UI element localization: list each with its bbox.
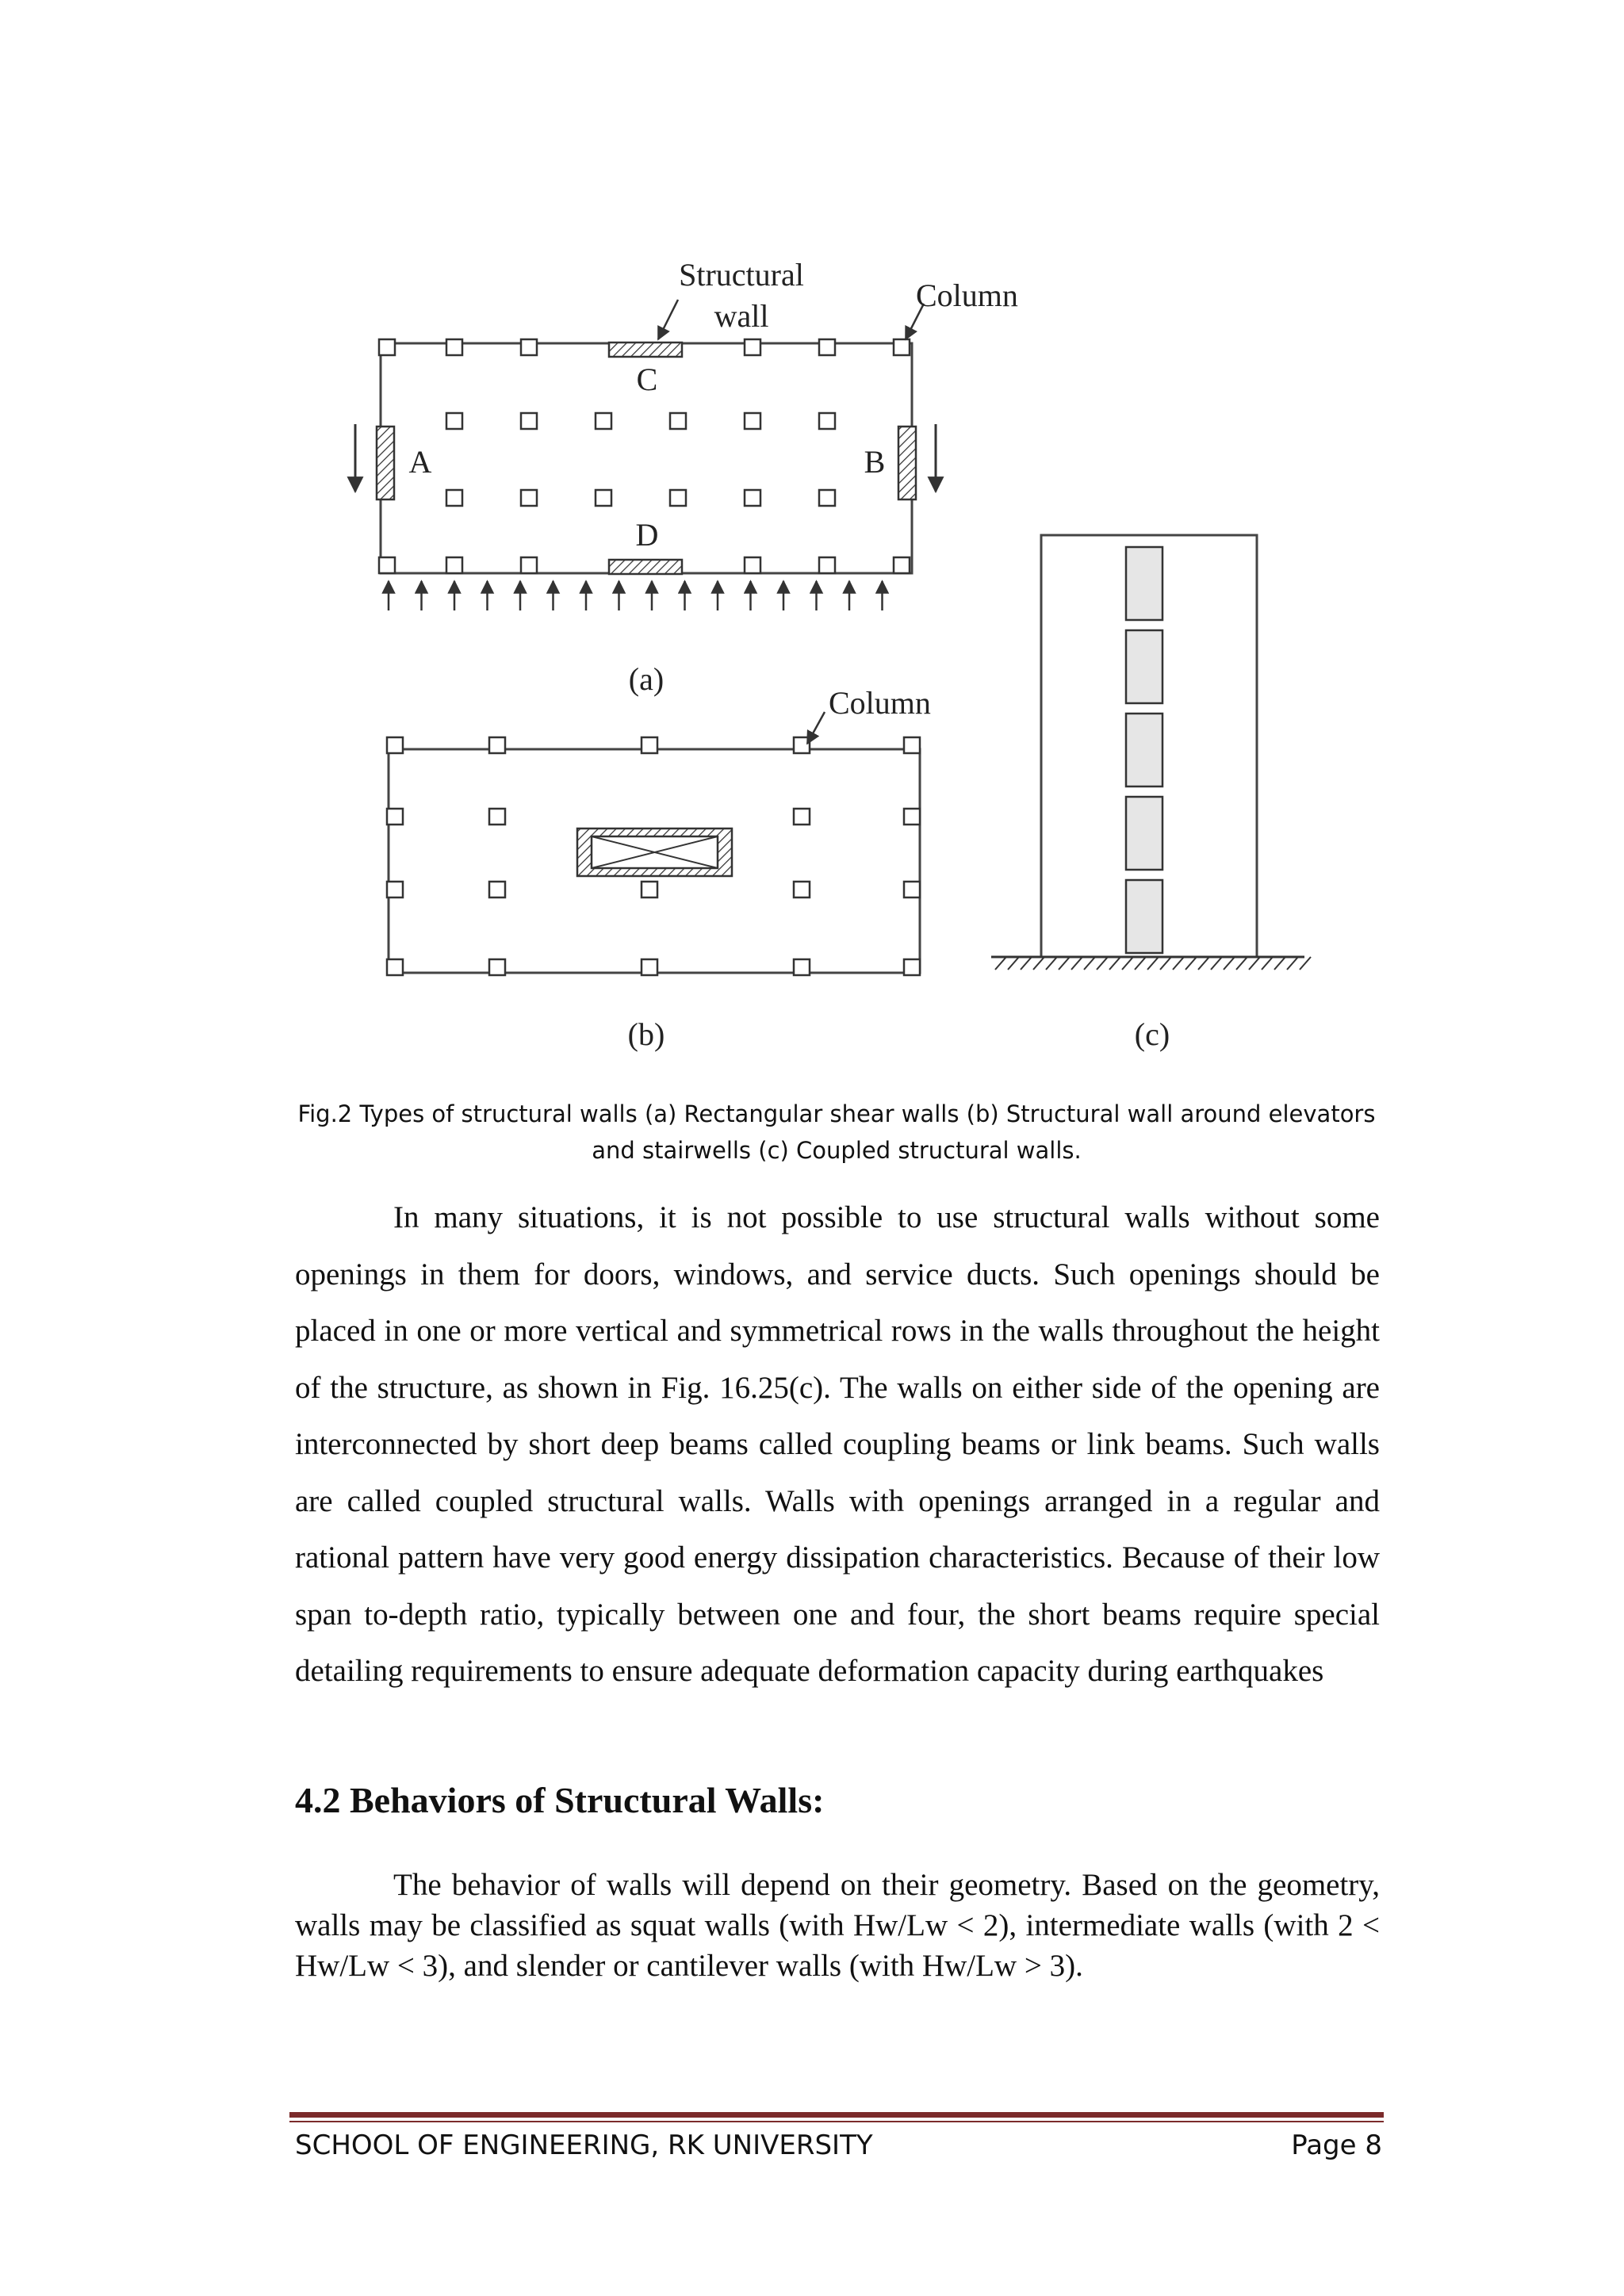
diagram-b bbox=[387, 685, 931, 1052]
column-square bbox=[819, 413, 835, 429]
column-square bbox=[745, 490, 760, 506]
column-square bbox=[904, 959, 920, 975]
column-square bbox=[446, 557, 462, 573]
body-paragraph-1-text: In many situations, it is not possible to use structural walls without some openings in them for doors, windows, and service ducts. Such openings should be placed in one or more vertical and symmetrical rows in the walls throughout the height of the structure, as shown in Fig. 16.25(c). The walls on either side of the opening are interconnected by short deep beams called coupling beams or link beams. Such walls are called coupled structural walls. Walls with openings arranged in a regular and rational pattern have very good energy dissipation characteristics. Because of their low span to-depth ratio, typically between one and four, the short beams require special detailing requirements to ensure adequate deformation capacity during earthquakes bbox=[295, 1200, 1380, 1688]
column-square bbox=[819, 490, 835, 506]
column-square bbox=[387, 809, 403, 825]
column-square bbox=[387, 737, 403, 753]
label-column-a: Column bbox=[916, 277, 1018, 313]
footer-page-number: Page 8 bbox=[1291, 2130, 1382, 2161]
footer-rule-thin bbox=[289, 2121, 1384, 2122]
label-structural: Structural bbox=[679, 257, 804, 293]
body-paragraph-2-text: The behavior of walls will depend on their geometry. Based on the geometry, walls may be classified as squat walls (with Hw/Lw < 2), intermediate walls (with 2 < Hw/Lw < 3), and slender or cantilever walls (with Hw/Lw > 3). bbox=[295, 1868, 1380, 1983]
column-square bbox=[670, 490, 686, 506]
ground-hatch-line bbox=[1097, 957, 1108, 970]
column-square bbox=[379, 557, 395, 573]
ground-hatch-line bbox=[1059, 957, 1070, 970]
footer-school-name: SCHOOL OF ENGINEERING, RK UNIVERSITY bbox=[295, 2130, 873, 2161]
lateral-load-arrows bbox=[389, 581, 883, 610]
ground-hatch-line bbox=[1236, 957, 1247, 970]
column-square bbox=[521, 413, 537, 429]
column-square bbox=[521, 490, 537, 506]
ground-hatch-line bbox=[1211, 957, 1222, 970]
ground-hatch-line bbox=[1046, 957, 1057, 970]
ground-hatch-line bbox=[1033, 957, 1044, 970]
column-square bbox=[894, 557, 910, 573]
column-square bbox=[794, 959, 810, 975]
column-square bbox=[794, 737, 810, 753]
label-sub-c: (c) bbox=[1134, 1016, 1170, 1052]
ground-hatch-line bbox=[1147, 957, 1159, 970]
column-square bbox=[670, 413, 686, 429]
body-paragraph-1 bbox=[295, 1189, 1380, 1700]
ground-hatch-line bbox=[1084, 957, 1095, 970]
ground-hatch-line bbox=[1122, 957, 1133, 970]
body-paragraph-2 bbox=[295, 1865, 1380, 1986]
label-wall-d: D bbox=[635, 517, 659, 553]
label-sub-b: (b) bbox=[627, 1016, 665, 1052]
diagram-a bbox=[355, 257, 1018, 697]
label-wall-b: B bbox=[864, 444, 886, 480]
column-square bbox=[489, 809, 505, 825]
column-square bbox=[904, 737, 920, 753]
ground-hatch-line bbox=[1021, 957, 1032, 970]
ground-hatch-line bbox=[1274, 957, 1285, 970]
figure-caption: Fig.2 Types of structural walls (a) Rectangular shear walls (b) Structural wall around elevators and stairwells (c) Coupled structural walls. bbox=[297, 1100, 1376, 1164]
ground-hatch-line bbox=[1160, 957, 1171, 970]
leader-column-b bbox=[807, 712, 825, 744]
column-square bbox=[745, 339, 760, 355]
structural-walls-diagram bbox=[301, 238, 1332, 1070]
column-square bbox=[521, 339, 537, 355]
wall-openings bbox=[1126, 547, 1162, 953]
ground-hatch-line bbox=[1262, 957, 1273, 970]
figure bbox=[301, 238, 1332, 1070]
ground-hatch-line bbox=[1198, 957, 1209, 970]
leader-structural-wall bbox=[658, 300, 678, 339]
column-square bbox=[819, 557, 835, 573]
elevator-core-wall bbox=[577, 828, 732, 876]
column-square bbox=[745, 557, 760, 573]
column-square bbox=[489, 959, 505, 975]
ground-hatch-line bbox=[1287, 957, 1298, 970]
column-square bbox=[596, 413, 611, 429]
column-square bbox=[446, 339, 462, 355]
column-square bbox=[642, 882, 657, 897]
label-wall-a: A bbox=[408, 444, 432, 480]
column-square bbox=[489, 882, 505, 897]
ground-hatch-line bbox=[1173, 957, 1184, 970]
wall-b bbox=[898, 427, 916, 499]
column-square bbox=[387, 882, 403, 897]
ground-hatch-line bbox=[1185, 957, 1197, 970]
column-square bbox=[642, 959, 657, 975]
ground-hatch-line bbox=[1224, 957, 1235, 970]
column-square bbox=[379, 339, 395, 355]
column-square bbox=[745, 413, 760, 429]
footer-rule-thick bbox=[289, 2112, 1384, 2118]
column-square bbox=[521, 557, 537, 573]
ground-hatch-line bbox=[1071, 957, 1082, 970]
wall-opening bbox=[1126, 714, 1162, 786]
column-square bbox=[446, 413, 462, 429]
label-sub-a: (a) bbox=[628, 661, 665, 697]
ground-hatch-line bbox=[1008, 957, 1019, 970]
column-square bbox=[904, 809, 920, 825]
column-square bbox=[596, 490, 611, 506]
wall-opening bbox=[1126, 547, 1162, 620]
wall-opening bbox=[1126, 880, 1162, 953]
wall-opening bbox=[1126, 630, 1162, 703]
column-square bbox=[904, 882, 920, 897]
diagram-c bbox=[991, 535, 1311, 1052]
ground-hatch bbox=[995, 957, 1311, 970]
wall-d bbox=[609, 560, 682, 574]
ground-hatch-line bbox=[1109, 957, 1120, 970]
label-wall-c: C bbox=[636, 362, 658, 397]
column-square bbox=[794, 882, 810, 897]
column-square bbox=[819, 339, 835, 355]
column-square bbox=[489, 737, 505, 753]
column-square bbox=[446, 490, 462, 506]
label-column-b: Column bbox=[829, 685, 931, 721]
column-square bbox=[642, 737, 657, 753]
wall-a bbox=[377, 427, 394, 499]
column-square bbox=[794, 809, 810, 825]
ground-hatch-line bbox=[1300, 957, 1311, 970]
ground-hatch-line bbox=[995, 957, 1006, 970]
label-wall: wall bbox=[714, 298, 769, 334]
column-square bbox=[387, 959, 403, 975]
section-heading: 4.2 Behaviors of Structural Walls: bbox=[295, 1780, 825, 1820]
wall-c bbox=[609, 342, 682, 357]
column-square bbox=[894, 339, 910, 355]
wall-opening bbox=[1126, 797, 1162, 870]
ground-hatch-line bbox=[1135, 957, 1146, 970]
ground-hatch-line bbox=[1249, 957, 1260, 970]
